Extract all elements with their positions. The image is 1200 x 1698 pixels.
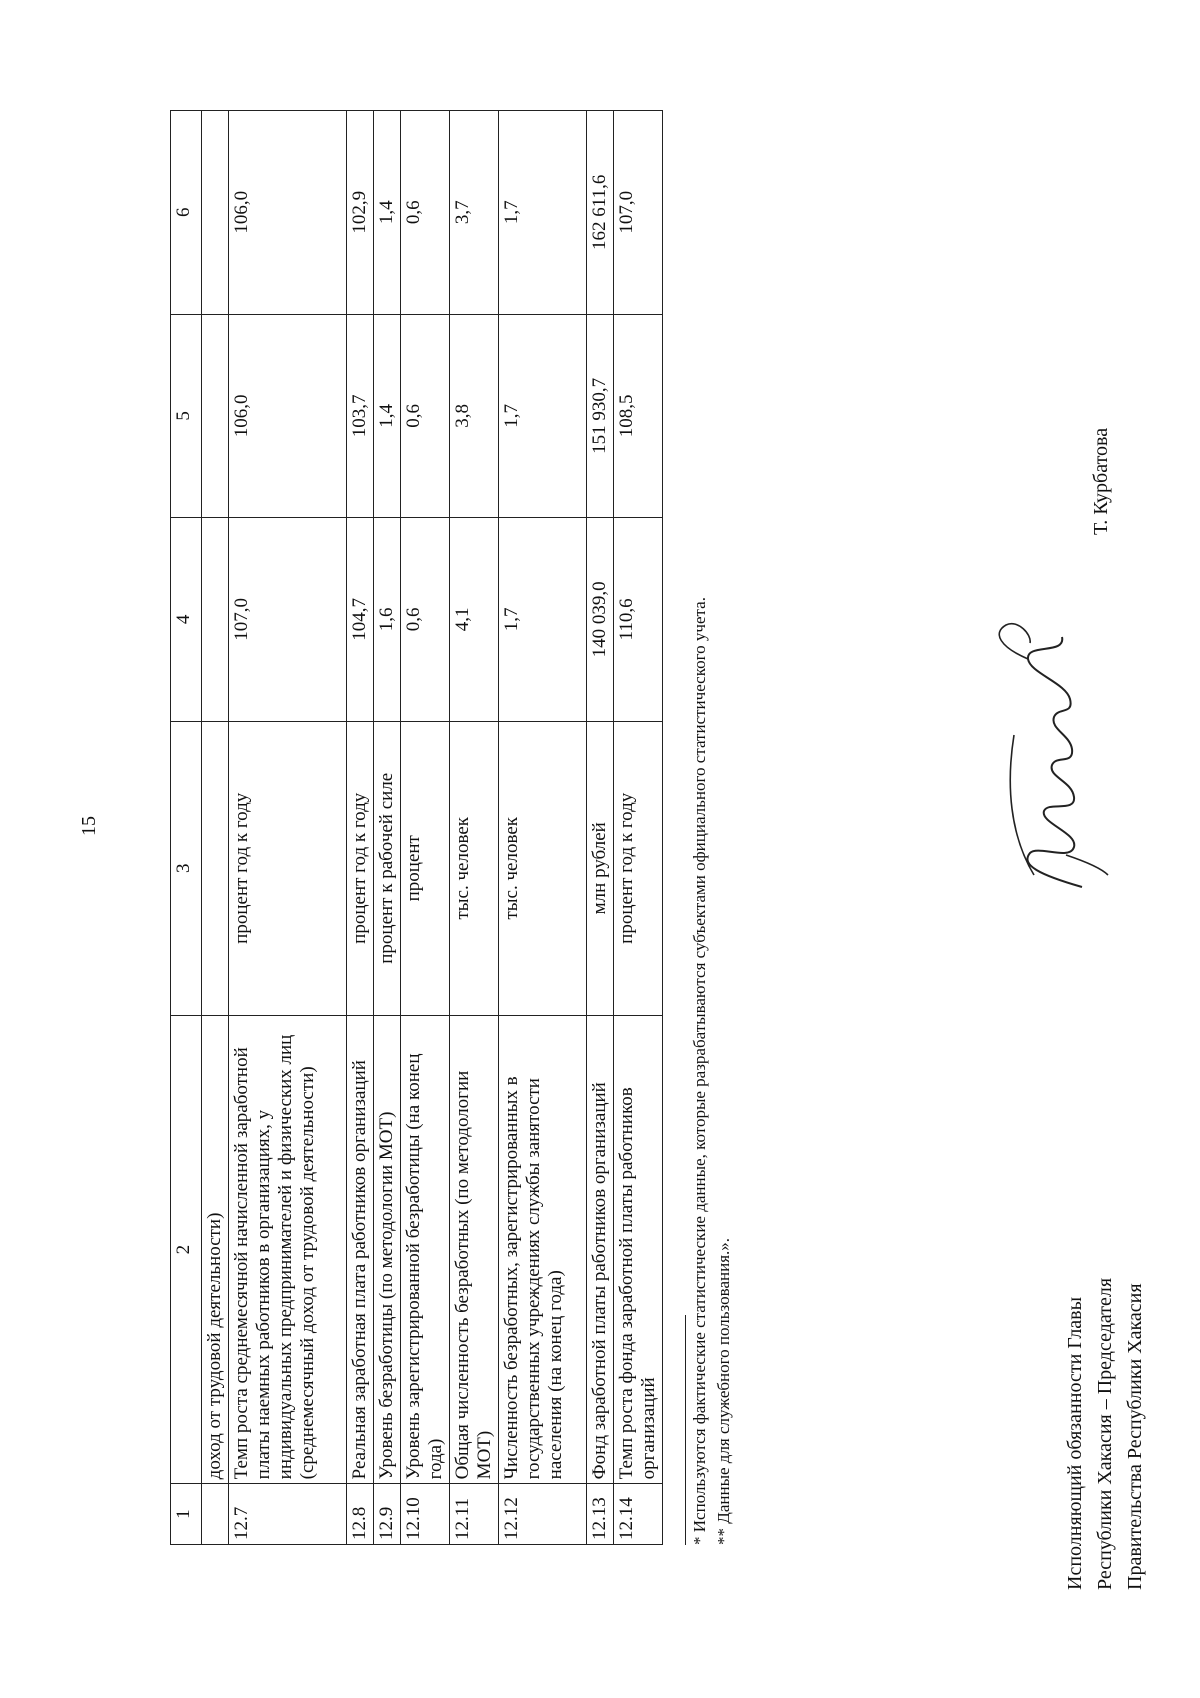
value-col4: 0,6 [401, 518, 450, 722]
footnotes [685, 45, 736, 1545]
unit: тыс. человек [450, 721, 499, 1015]
value-col4: 1,6 [374, 518, 401, 722]
indicator-name: Темп роста фонда заработной платы работников организаций [614, 1015, 663, 1484]
value-col5: 103,7 [347, 314, 374, 518]
signer-title-line-3: Правительства Республики Хакасия [1124, 1283, 1146, 1590]
footnote-divider [685, 1315, 686, 1545]
value-col5: 3,8 [450, 314, 499, 518]
value-col6: 0,6 [401, 111, 450, 315]
value-col4: 104,7 [347, 518, 374, 722]
row-number: 12.7 [229, 1484, 347, 1545]
footnote-2: ** Данные для служебного пользования.». [714, 1237, 733, 1545]
table-row [374, 111, 401, 1545]
header-cell: 4 [171, 518, 202, 722]
value-col4: 107,0 [229, 518, 347, 722]
indicator-name: Реальная заработная плата работников организаций [347, 1015, 374, 1484]
unit: млн рублей [587, 721, 614, 1015]
unit: процент [401, 721, 450, 1015]
table-row-continuation [202, 111, 229, 1545]
table-row [499, 111, 587, 1545]
row-number: 12.11 [450, 1484, 499, 1545]
indicator-name: Общая численность безработных (по методологии МОТ) [450, 1015, 499, 1484]
table-cell [202, 721, 229, 1015]
row-number: 12.12 [499, 1484, 587, 1545]
header-cell: 3 [171, 721, 202, 1015]
indicator-name: Уровень безработицы (по методологии МОТ) [374, 1015, 401, 1484]
continuation-text: доход от трудовой деятельности) [202, 1015, 229, 1484]
table-cell [202, 518, 229, 722]
value-col4: 1,7 [499, 518, 587, 722]
table-row [450, 111, 499, 1545]
table-row [587, 111, 614, 1545]
page-number: 15 [78, 816, 100, 836]
footnote-1: * Используются фактические статистические данные, которые разрабатываются субъектами официального статистического учета. [690, 597, 709, 1545]
value-col5: 1,4 [374, 314, 401, 518]
value-col6: 106,0 [229, 111, 347, 315]
table-row [401, 111, 450, 1545]
header-cell: 2 [171, 1015, 202, 1484]
row-number: 12.8 [347, 1484, 374, 1545]
indicator-name: Численность безработных, зарегистрированных в государственных учреждениях службы занятости населения (на конец года) [499, 1015, 587, 1484]
rotated-page-content [170, 0, 1200, 1590]
table-row [614, 111, 663, 1545]
unit: процент год к году [614, 721, 663, 1015]
value-col5: 0,6 [401, 314, 450, 518]
value-col4: 110,6 [614, 518, 663, 722]
header-cell: 6 [171, 111, 202, 315]
signer-block [1060, 1278, 1150, 1590]
value-col4: 140 039,0 [587, 518, 614, 722]
table-row [229, 111, 347, 1545]
unit: процент год к году [347, 721, 374, 1015]
row-number: 12.10 [401, 1484, 450, 1545]
value-col6: 3,7 [450, 111, 499, 315]
value-col6: 1,4 [374, 111, 401, 315]
table-cell [202, 314, 229, 518]
value-col5: 106,0 [229, 314, 347, 518]
table-row [347, 111, 374, 1545]
row-number: 12.14 [614, 1484, 663, 1545]
value-col6: 162 611,6 [587, 111, 614, 315]
indicators-table [170, 110, 663, 1545]
signatory-name: Т. Курбатова [1090, 427, 1112, 535]
header-cell: 5 [171, 314, 202, 518]
table-cell [202, 111, 229, 315]
indicator-name: Темп роста среднемесячной начисленной заработной платы наемных работников в организациях, у индивидуальных предпринимателей и физических лиц (среднемесячный доход от трудовой деятельности) [229, 1015, 347, 1484]
unit: процент к рабочей силе [374, 721, 401, 1015]
unit: тыс. человек [499, 721, 587, 1015]
value-col5: 151 930,7 [587, 314, 614, 518]
indicator-name: Уровень зарегистрированной безработицы (на конец года) [401, 1015, 450, 1484]
handwritten-signature [970, 605, 1120, 905]
signer-title-line-2: Республики Хакасия – Председателя [1094, 1277, 1116, 1590]
value-col5: 1,7 [499, 314, 587, 518]
header-cell: 1 [171, 1484, 202, 1545]
signer-title-line-1: Исполняющий обязанности Главы [1064, 1296, 1086, 1590]
value-col4: 4,1 [450, 518, 499, 722]
indicator-name: Фонд заработной платы работников организаций [587, 1015, 614, 1484]
value-col6: 102,9 [347, 111, 374, 315]
value-col6: 1,7 [499, 111, 587, 315]
row-number: 12.13 [587, 1484, 614, 1545]
table-header-row [171, 111, 202, 1545]
table-cell [202, 1484, 229, 1545]
value-col5: 108,5 [614, 314, 663, 518]
unit: процент год к году [229, 721, 347, 1015]
value-col6: 107,0 [614, 111, 663, 315]
row-number: 12.9 [374, 1484, 401, 1545]
